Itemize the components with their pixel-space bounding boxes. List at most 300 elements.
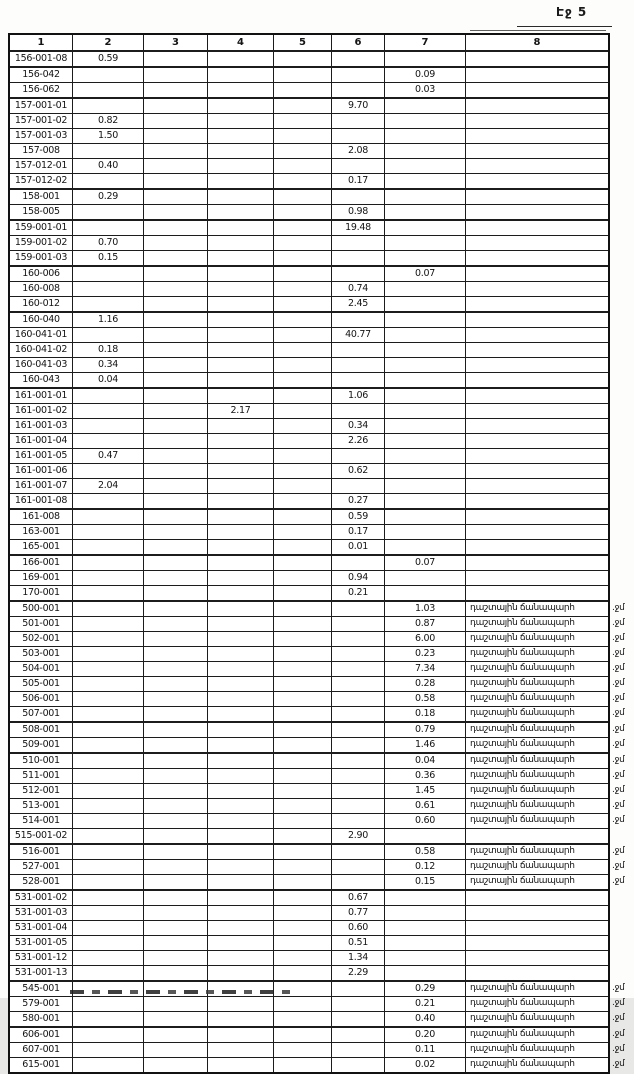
value-cell-c4 — [207, 419, 273, 433]
value-cell-c6: 0.27 — [331, 494, 384, 508]
value-cell-c4 — [207, 829, 273, 843]
table-row — [10, 463, 608, 478]
value-cell-c4 — [207, 769, 273, 783]
value-cell-c5 — [273, 921, 331, 935]
value-cell-c6: 0.94 — [331, 571, 384, 585]
value-cell-c2 — [72, 875, 143, 889]
value-cell-c8 — [465, 936, 608, 950]
value-cell-c4 — [207, 52, 273, 66]
value-cell-c8 — [465, 68, 608, 82]
value-cell-c4 — [207, 814, 273, 828]
value-cell-c2 — [72, 221, 143, 235]
value-cell-c8 — [465, 129, 608, 143]
value-cell-c8 — [465, 510, 608, 524]
value-cell-c7: 0.11 — [384, 1043, 465, 1057]
value-cell-c6: 0.51 — [331, 936, 384, 950]
margin-note: .ջմ — [612, 785, 625, 795]
value-cell-c4 — [207, 358, 273, 372]
parcel-code-cell: 163-001 — [22, 526, 60, 537]
value-cell-c5 — [273, 83, 331, 97]
value-cell-c2 — [72, 389, 143, 403]
value-cell-c7 — [384, 510, 465, 524]
parcel-code-cell: 161-001-01 — [14, 390, 68, 401]
table-row — [10, 508, 608, 524]
value-cell-c2 — [72, 632, 143, 646]
value-cell-c5 — [273, 845, 331, 859]
value-cell-c8: դաշտային ճանապարհ — [465, 738, 608, 752]
value-cell-c6 — [331, 814, 384, 828]
parcel-code-cell: 531-001-04 — [14, 922, 68, 933]
value-cell-c2: 0.18 — [72, 343, 143, 357]
value-cell-c7 — [384, 205, 465, 219]
value-cell-c8 — [465, 99, 608, 113]
value-cell-c2: 0.47 — [72, 449, 143, 463]
value-cell-c2: 2.04 — [72, 479, 143, 493]
parcel-code-cell: 513-001 — [22, 800, 60, 811]
margin-note: .ջմ — [612, 1029, 625, 1039]
margin-note: .ջմ — [612, 800, 625, 810]
value-cell-c3 — [143, 52, 207, 66]
value-cell-c4 — [207, 632, 273, 646]
value-cell-c7 — [384, 373, 465, 387]
value-cell-c4 — [207, 860, 273, 874]
value-cell-c2 — [72, 707, 143, 721]
table-row — [10, 97, 608, 113]
value-cell-c6 — [331, 1043, 384, 1057]
value-cell-c7 — [384, 190, 465, 204]
value-cell-c4 — [207, 1012, 273, 1026]
table-row — [10, 691, 625, 706]
parcel-code-cell: 507-001 — [22, 708, 60, 719]
value-cell-c8: դաշտային ճանապարհ — [465, 647, 608, 661]
value-cell-c7 — [384, 586, 465, 600]
table-row — [10, 859, 625, 874]
parcel-code-cell: 156-001-08 — [14, 53, 68, 64]
value-cell-c4: 2.17 — [207, 404, 273, 418]
value-cell-c3 — [143, 114, 207, 128]
value-cell-c5 — [273, 1043, 331, 1057]
value-cell-c3 — [143, 677, 207, 691]
scan-smudge — [70, 990, 295, 994]
table-row — [10, 706, 625, 721]
value-cell-c5 — [273, 662, 331, 676]
value-cell-c3 — [143, 83, 207, 97]
value-cell-c3 — [143, 434, 207, 448]
table-row — [10, 50, 608, 66]
value-cell-c2: 1.16 — [72, 313, 143, 327]
value-cell-c4 — [207, 236, 273, 250]
value-cell-c8 — [465, 419, 608, 433]
value-cell-c7 — [384, 144, 465, 158]
value-cell-c2 — [72, 936, 143, 950]
value-cell-c5 — [273, 205, 331, 219]
value-cell-c5 — [273, 602, 331, 616]
parcel-code-cell: 157-012-01 — [14, 160, 68, 171]
margin-note: .ջմ — [612, 861, 625, 871]
table-row — [10, 752, 625, 768]
value-cell-c6 — [331, 769, 384, 783]
value-cell-c5 — [273, 479, 331, 493]
parcel-code-cell: 161-001-06 — [14, 465, 68, 476]
table-row — [10, 889, 608, 905]
value-cell-c5 — [273, 129, 331, 143]
value-cell-c6: 2.29 — [331, 966, 384, 980]
value-cell-c8 — [465, 343, 608, 357]
value-cell-c6 — [331, 632, 384, 646]
value-cell-c3 — [143, 251, 207, 265]
value-cell-c5 — [273, 68, 331, 82]
value-cell-c7 — [384, 328, 465, 342]
table-header-row — [10, 35, 608, 50]
value-cell-c7 — [384, 966, 465, 980]
value-cell-c5 — [273, 343, 331, 357]
parcel-code-cell: 170-001 — [22, 587, 60, 598]
parcel-code-cell: 511-001 — [22, 770, 60, 781]
value-cell-c2 — [72, 267, 143, 281]
value-cell-c5 — [273, 190, 331, 204]
table-row — [10, 965, 608, 980]
value-cell-c3 — [143, 540, 207, 554]
parcel-code-cell: 514-001 — [22, 815, 60, 826]
value-cell-c3 — [143, 1028, 207, 1042]
value-cell-c3 — [143, 754, 207, 768]
value-cell-c6: 9.70 — [331, 99, 384, 113]
parcel-code-cell: 158-005 — [22, 206, 60, 217]
parcel-code-cell: 161-001-04 — [14, 435, 68, 446]
table-row — [10, 158, 608, 173]
value-cell-c5 — [273, 906, 331, 920]
table-row — [10, 403, 608, 418]
column-header: 3 — [143, 35, 207, 50]
value-cell-c3 — [143, 144, 207, 158]
value-cell-c4 — [207, 662, 273, 676]
value-cell-c5 — [273, 814, 331, 828]
value-cell-c2 — [72, 404, 143, 418]
value-cell-c4 — [207, 343, 273, 357]
table-row — [10, 250, 608, 265]
value-cell-c4 — [207, 936, 273, 950]
value-cell-c2 — [72, 692, 143, 706]
value-cell-c7 — [384, 891, 465, 905]
value-cell-c6 — [331, 602, 384, 616]
value-cell-c7: 0.40 — [384, 1012, 465, 1026]
value-cell-c7: 0.29 — [384, 982, 465, 996]
parcel-code-cell: 161-001-08 — [14, 495, 68, 506]
value-cell-c5 — [273, 936, 331, 950]
column-header: 8 — [465, 35, 608, 50]
parcel-code-cell: 512-001 — [22, 785, 60, 796]
parcel-code-cell: 161-008 — [22, 511, 60, 522]
table-row — [10, 783, 625, 798]
value-cell-c2 — [72, 174, 143, 188]
column-header: 6 — [331, 35, 384, 50]
value-cell-c6 — [331, 875, 384, 889]
value-cell-c8 — [465, 540, 608, 554]
value-cell-c3 — [143, 829, 207, 843]
value-cell-c5 — [273, 236, 331, 250]
value-cell-c6 — [331, 358, 384, 372]
table-row — [10, 920, 608, 935]
value-cell-c4 — [207, 251, 273, 265]
value-cell-c7 — [384, 389, 465, 403]
value-cell-c5 — [273, 891, 331, 905]
margin-note: .ջմ — [612, 678, 625, 688]
value-cell-c7 — [384, 404, 465, 418]
value-cell-c8: դաշտային ճանապարհ — [465, 754, 608, 768]
value-cell-c2 — [72, 282, 143, 296]
table-row — [10, 235, 608, 250]
value-cell-c7: 0.36 — [384, 769, 465, 783]
value-cell-c7 — [384, 221, 465, 235]
value-cell-c6: 40.77 — [331, 328, 384, 342]
value-cell-c3 — [143, 221, 207, 235]
parcel-code-cell: 160-041-03 — [14, 359, 68, 370]
value-cell-c4 — [207, 921, 273, 935]
value-cell-c6 — [331, 1012, 384, 1026]
value-cell-c8 — [465, 328, 608, 342]
table-row — [10, 676, 625, 691]
value-cell-c7: 0.07 — [384, 267, 465, 281]
table-row — [10, 996, 625, 1011]
value-cell-c6 — [331, 373, 384, 387]
value-cell-c3 — [143, 617, 207, 631]
value-cell-c7 — [384, 906, 465, 920]
value-cell-c5 — [273, 997, 331, 1011]
value-cell-c6 — [331, 845, 384, 859]
value-cell-c6: 2.26 — [331, 434, 384, 448]
value-cell-c3 — [143, 479, 207, 493]
value-cell-c8 — [465, 282, 608, 296]
value-cell-c3 — [143, 510, 207, 524]
value-cell-c5 — [273, 99, 331, 113]
value-cell-c8 — [465, 236, 608, 250]
value-cell-c2 — [72, 297, 143, 311]
value-cell-c6 — [331, 556, 384, 570]
value-cell-c4 — [207, 723, 273, 737]
parcel-code-cell: 161-001-02 — [14, 405, 68, 416]
parcel-code-cell: 160-041-01 — [14, 329, 68, 340]
value-cell-c5 — [273, 829, 331, 843]
value-cell-c4 — [207, 267, 273, 281]
value-cell-c4 — [207, 464, 273, 478]
value-cell-c4 — [207, 190, 273, 204]
value-cell-c5 — [273, 966, 331, 980]
value-cell-c5 — [273, 449, 331, 463]
value-cell-c2 — [72, 68, 143, 82]
parcel-code-cell: 579-001 — [22, 998, 60, 1009]
value-cell-c8: դաշտային ճանապարհ — [465, 769, 608, 783]
value-cell-c8 — [465, 358, 608, 372]
table-row — [10, 478, 608, 493]
value-cell-c3 — [143, 692, 207, 706]
value-cell-c7: 0.21 — [384, 997, 465, 1011]
table-row — [10, 524, 608, 539]
value-cell-c3 — [143, 1058, 207, 1072]
margin-note: .ջմ — [612, 1044, 625, 1054]
value-cell-c7 — [384, 99, 465, 113]
table-row — [10, 905, 608, 920]
value-cell-c4 — [207, 221, 273, 235]
table-row — [10, 493, 608, 508]
value-cell-c6: 2.45 — [331, 297, 384, 311]
parcel-code-cell: 527-001 — [22, 861, 60, 872]
value-cell-c4 — [207, 951, 273, 965]
value-cell-c7: 0.58 — [384, 692, 465, 706]
value-cell-c6 — [331, 114, 384, 128]
table-row — [10, 296, 608, 311]
value-cell-c2 — [72, 845, 143, 859]
value-cell-c7: 0.20 — [384, 1028, 465, 1042]
value-cell-c2 — [72, 814, 143, 828]
parcel-code-cell: 531-001-05 — [14, 937, 68, 948]
value-cell-c2 — [72, 951, 143, 965]
value-cell-c3 — [143, 647, 207, 661]
value-cell-c7: 0.28 — [384, 677, 465, 691]
value-cell-c4 — [207, 556, 273, 570]
value-cell-c2 — [72, 799, 143, 813]
value-cell-c5 — [273, 251, 331, 265]
value-cell-c3 — [143, 602, 207, 616]
value-cell-c8: դաշտային ճանապարհ — [465, 997, 608, 1011]
scan-artifact-line — [470, 30, 606, 31]
parcel-code-cell: 156-042 — [22, 69, 60, 80]
parcel-code-cell: 531-001-12 — [14, 952, 68, 963]
value-cell-c7: 0.02 — [384, 1058, 465, 1072]
value-cell-c5 — [273, 769, 331, 783]
value-cell-c2 — [72, 860, 143, 874]
value-cell-c4 — [207, 707, 273, 721]
table-row — [10, 113, 608, 128]
value-cell-c4 — [207, 571, 273, 585]
value-cell-c5 — [273, 951, 331, 965]
value-cell-c4 — [207, 617, 273, 631]
value-cell-c8 — [465, 966, 608, 980]
value-cell-c7: 0.03 — [384, 83, 465, 97]
parcel-code-cell: 505-001 — [22, 678, 60, 689]
value-cell-c5 — [273, 586, 331, 600]
parcel-code-cell: 515-001-02 — [14, 830, 68, 841]
value-cell-c4 — [207, 677, 273, 691]
value-cell-c7: 1.03 — [384, 602, 465, 616]
value-cell-c5 — [273, 556, 331, 570]
value-cell-c7: 0.87 — [384, 617, 465, 631]
value-cell-c3 — [143, 723, 207, 737]
parcel-code-cell: 159-001-03 — [14, 252, 68, 263]
value-cell-c5 — [273, 677, 331, 691]
value-cell-c4 — [207, 540, 273, 554]
parcel-code-cell: 159-001-02 — [14, 237, 68, 248]
value-cell-c6 — [331, 738, 384, 752]
value-cell-c2: 0.82 — [72, 114, 143, 128]
margin-note: .ջմ — [612, 846, 625, 856]
value-cell-c5 — [273, 692, 331, 706]
value-cell-c6 — [331, 1028, 384, 1042]
value-cell-c3 — [143, 99, 207, 113]
value-cell-c7: 0.60 — [384, 814, 465, 828]
value-cell-c7 — [384, 297, 465, 311]
value-cell-c4 — [207, 784, 273, 798]
margin-note: .ջմ — [612, 998, 625, 1008]
value-cell-c8 — [465, 951, 608, 965]
value-cell-c8: դաշտային ճանապարհ — [465, 814, 608, 828]
parcel-code-cell: 169-001 — [22, 572, 60, 583]
table-row — [10, 813, 625, 828]
parcel-code-cell: 500-001 — [22, 603, 60, 614]
value-cell-c2: 0.59 — [72, 52, 143, 66]
value-cell-c6 — [331, 677, 384, 691]
margin-note: .ջմ — [612, 708, 625, 718]
value-cell-c5 — [273, 373, 331, 387]
value-cell-c2 — [72, 754, 143, 768]
value-cell-c2: 0.34 — [72, 358, 143, 372]
value-cell-c6 — [331, 313, 384, 327]
table-row — [10, 143, 608, 158]
value-cell-c6 — [331, 799, 384, 813]
value-cell-c7 — [384, 251, 465, 265]
value-cell-c4 — [207, 875, 273, 889]
value-cell-c2 — [72, 966, 143, 980]
value-cell-c6 — [331, 190, 384, 204]
value-cell-c2 — [72, 540, 143, 554]
value-cell-c6 — [331, 343, 384, 357]
parcel-code-cell: 159-001-01 — [14, 222, 68, 233]
parcel-code-cell: 508-001 — [22, 724, 60, 735]
value-cell-c3 — [143, 174, 207, 188]
value-cell-c3 — [143, 571, 207, 585]
table-row — [10, 843, 625, 859]
value-cell-c3 — [143, 449, 207, 463]
table-row — [10, 828, 608, 843]
value-cell-c3 — [143, 373, 207, 387]
value-cell-c6 — [331, 707, 384, 721]
table-row — [10, 721, 625, 737]
value-cell-c7 — [384, 358, 465, 372]
table-row — [10, 281, 608, 296]
value-cell-c6 — [331, 860, 384, 874]
value-cell-c3 — [143, 845, 207, 859]
value-cell-c7 — [384, 313, 465, 327]
parcel-code-cell: 545-001 — [22, 983, 60, 994]
value-cell-c5 — [273, 799, 331, 813]
value-cell-c8: դաշտային ճանապարհ — [465, 662, 608, 676]
value-cell-c4 — [207, 313, 273, 327]
value-cell-c2 — [72, 328, 143, 342]
value-cell-c3 — [143, 267, 207, 281]
value-cell-c8 — [465, 586, 608, 600]
value-cell-c4 — [207, 68, 273, 82]
value-cell-c8 — [465, 525, 608, 539]
value-cell-c3 — [143, 1012, 207, 1026]
value-cell-c4 — [207, 586, 273, 600]
value-cell-c2 — [72, 723, 143, 737]
parcel-code-cell: 528-001 — [22, 876, 60, 887]
value-cell-c7: 0.04 — [384, 754, 465, 768]
value-cell-c8: դաշտային ճանապարհ — [465, 845, 608, 859]
parcel-code-cell: 607-001 — [22, 1044, 60, 1055]
parcel-code-cell: 157-008 — [22, 145, 60, 156]
value-cell-c3 — [143, 738, 207, 752]
value-cell-c6: 2.90 — [331, 829, 384, 843]
parcel-code-cell: 157-001-02 — [14, 115, 68, 126]
value-cell-c4 — [207, 525, 273, 539]
table-row — [10, 554, 608, 570]
table-row — [10, 631, 625, 646]
value-cell-c2 — [72, 997, 143, 1011]
value-cell-c8 — [465, 144, 608, 158]
value-cell-c8: դաշտային ճանապարհ — [465, 784, 608, 798]
parcel-code-cell: 157-001-03 — [14, 130, 68, 141]
value-cell-c6 — [331, 1058, 384, 1072]
